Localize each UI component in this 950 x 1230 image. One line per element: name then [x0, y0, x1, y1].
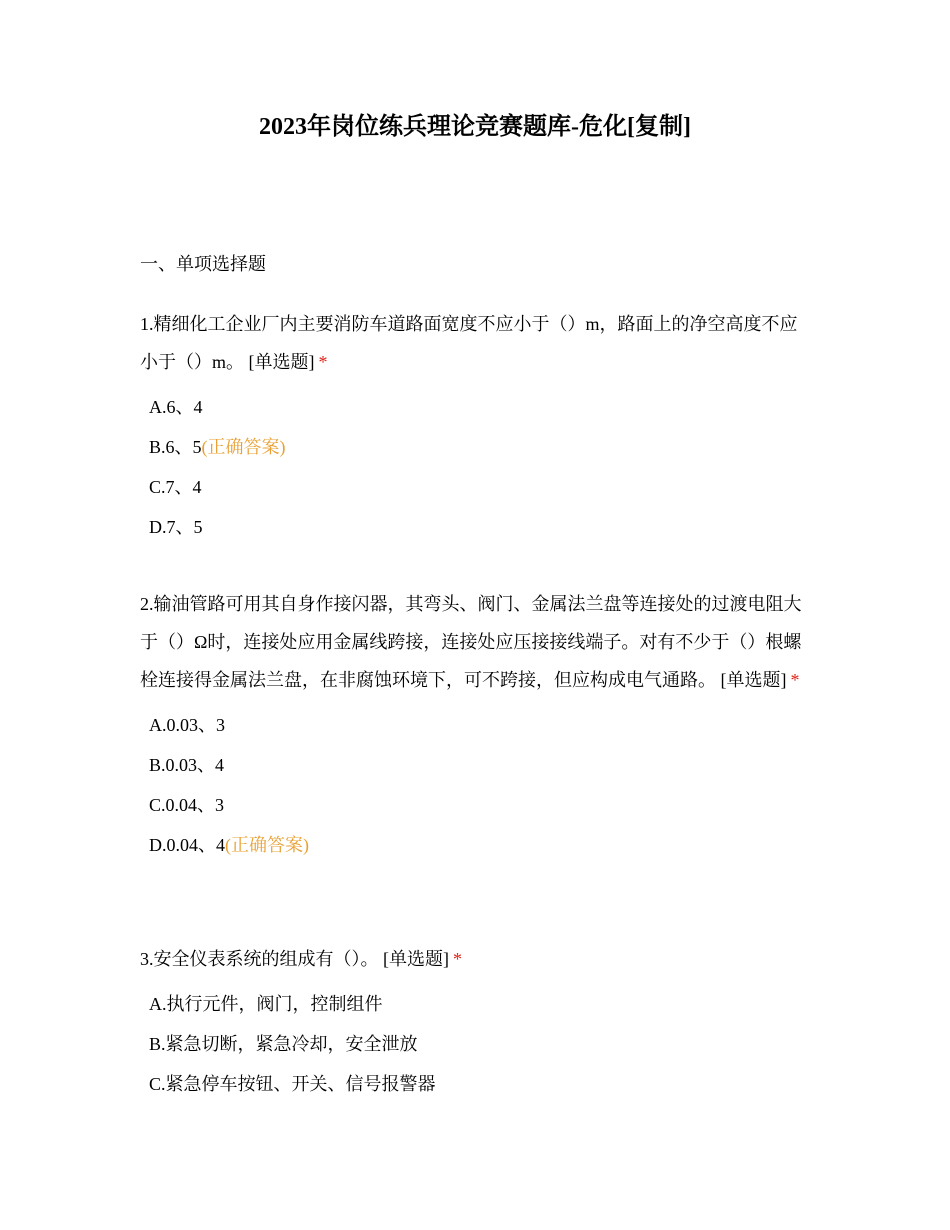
option-a: [149, 705, 812, 745]
question-2: [140, 585, 812, 865]
option-list: [140, 387, 812, 547]
option-d: [149, 825, 812, 865]
option-label: A.执行元件，阀门，控制组件: [149, 994, 383, 1014]
option-list: [140, 984, 812, 1104]
question-stem: 2.输油管路可用其自身作接闪器，其弯头、阀门、金属法兰盘等连接处的过渡电阻大于（）Ω时，连接处应用金属线跨接，连接处应压接接线端子。对有不少于（）根螺栓连接得金属法兰盘，在非腐蚀环境下，可不跨接，但应构成电气通路。: [140, 594, 802, 690]
question-stem: 1.精细化工企业厂内主要消防车道路面宽度不应小于（）m，路面上的净空高度不应小于（）m。: [140, 314, 798, 372]
option-label: C.0.04、3: [149, 795, 225, 815]
correct-answer-marker: (正确答案): [201, 437, 286, 457]
question-type: [单选题]: [248, 352, 315, 372]
option-label: A.6、4: [149, 397, 203, 417]
question-type: [单选题]: [720, 670, 787, 690]
option-b: [149, 745, 812, 785]
option-label: D.7、5: [149, 517, 203, 537]
required-mark: *: [453, 949, 462, 969]
required-mark: *: [790, 670, 800, 690]
option-label: B.0.03、4: [149, 755, 225, 775]
option-a: [149, 387, 812, 427]
option-list: [140, 705, 812, 865]
option-b: [149, 427, 812, 467]
question-3: [140, 940, 812, 1104]
option-label: C.紧急停车按钮、开关、信号报警器: [149, 1074, 436, 1094]
question-type: [单选题]: [383, 949, 449, 969]
question-text: [140, 585, 812, 699]
option-label: A.0.03、3: [149, 715, 225, 735]
option-label: B.紧急切断，紧急冷却，安全泄放: [149, 1034, 418, 1054]
option-label: C.7、4: [149, 477, 202, 497]
correct-answer-marker: (正确答案): [225, 835, 309, 855]
option-c: [149, 1064, 812, 1104]
option-c: [149, 785, 812, 825]
option-label: D.0.04、4: [149, 835, 225, 855]
section-heading: 一、单项选择题: [140, 254, 266, 274]
option-b: [149, 1024, 812, 1064]
option-label: B.6、5: [149, 437, 202, 457]
required-mark: *: [318, 352, 328, 372]
question-text: [140, 940, 812, 978]
question-text: [140, 305, 812, 381]
question-stem: 3.安全仪表系统的组成有（）。: [140, 949, 379, 969]
page-title: 2023年岗位练兵理论竞赛题库-危化[复制]: [259, 114, 691, 140]
option-c: [149, 467, 812, 507]
option-a: [149, 984, 812, 1024]
question-1: [140, 305, 812, 547]
option-d: [149, 507, 812, 547]
